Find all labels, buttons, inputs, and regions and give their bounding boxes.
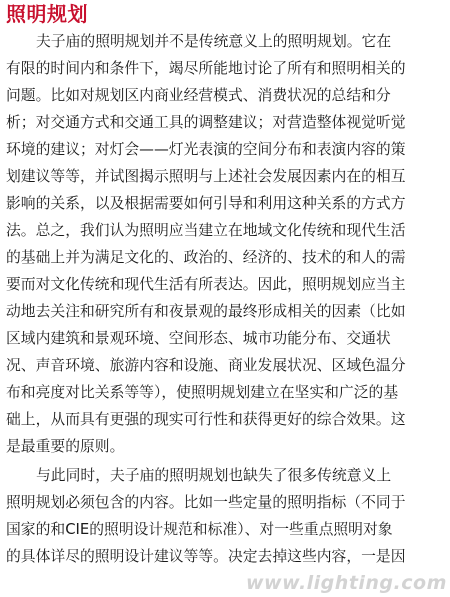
paragraph-line: 的基础上并为满足文化的、政治的、经济的、技术的和人的需 xyxy=(6,249,406,266)
paragraph-line: 布和亮度对比关系等等），使照明规划建立在坚实和广泛的基 xyxy=(6,384,399,401)
paragraph-line: 国家的和CIE的照明设计规范和标准）、对一些重点照明对象 xyxy=(6,521,393,538)
paragraph-line: 环境的建议；对灯会——灯光表演的空间分布和表演内容的策 xyxy=(6,141,406,158)
paragraph-line: 影响的关系，以及根据需要如何引导和利用这种关系的方式方 xyxy=(6,195,406,212)
paragraph-line: 与此同时，夫子庙的照明规划也缺失了很多传统意义上 xyxy=(36,467,392,484)
paragraph-line: 照明规划必须包含的内容。比如一些定量的照明指标（不同于 xyxy=(6,494,406,511)
section-title: 照明规划 xyxy=(6,2,88,26)
paragraph-line: 区域内建筑和景观环境、空间形态、城市功能分布、交通状 xyxy=(6,330,391,347)
paragraph-line: 要而对文化传统和现代生活有所表达。因此，照明规划应当主 xyxy=(6,276,406,293)
paragraph-line: 析；对交通方式和交通工具的调整建议；对营造整体视觉听觉 xyxy=(6,114,406,131)
paragraph-line: 的具体详尽的照明设计建议等等。决定去掉这些内容，一是因 xyxy=(6,548,406,565)
paragraph-line: 问题。比如对规划区内商业经营模式、消费状况的总结和分 xyxy=(6,87,391,104)
paragraph-line: 况、声音环境、旅游内容和设施、商业发展状况、区域色温分 xyxy=(6,357,406,374)
paragraph-line: 是最重要的原则。 xyxy=(6,438,125,455)
paragraph-line: 法。总之，我们认为照明应当建立在地域文化传统和现代生活 xyxy=(6,222,406,239)
paragraph-line: 有限的时间内和条件下，竭尽所能地讨论了所有和照明相关的 xyxy=(6,60,406,77)
watermark: www.lighting.com xyxy=(246,572,447,594)
paragraph-line: 动地去关注和研究所有和夜景观的最终形成相关的因素（比如 xyxy=(6,303,406,320)
paragraph-line: 础上，从而具有更强的现实可行性和获得更好的综合效果。这 xyxy=(6,411,406,428)
paragraph-line: 夫子庙的照明规划并不是传统意义上的照明规划。它在 xyxy=(36,33,392,50)
paragraph-line: 划建议等等，并试图揭示照明与上述社会发展因素内在的相互 xyxy=(6,168,406,185)
